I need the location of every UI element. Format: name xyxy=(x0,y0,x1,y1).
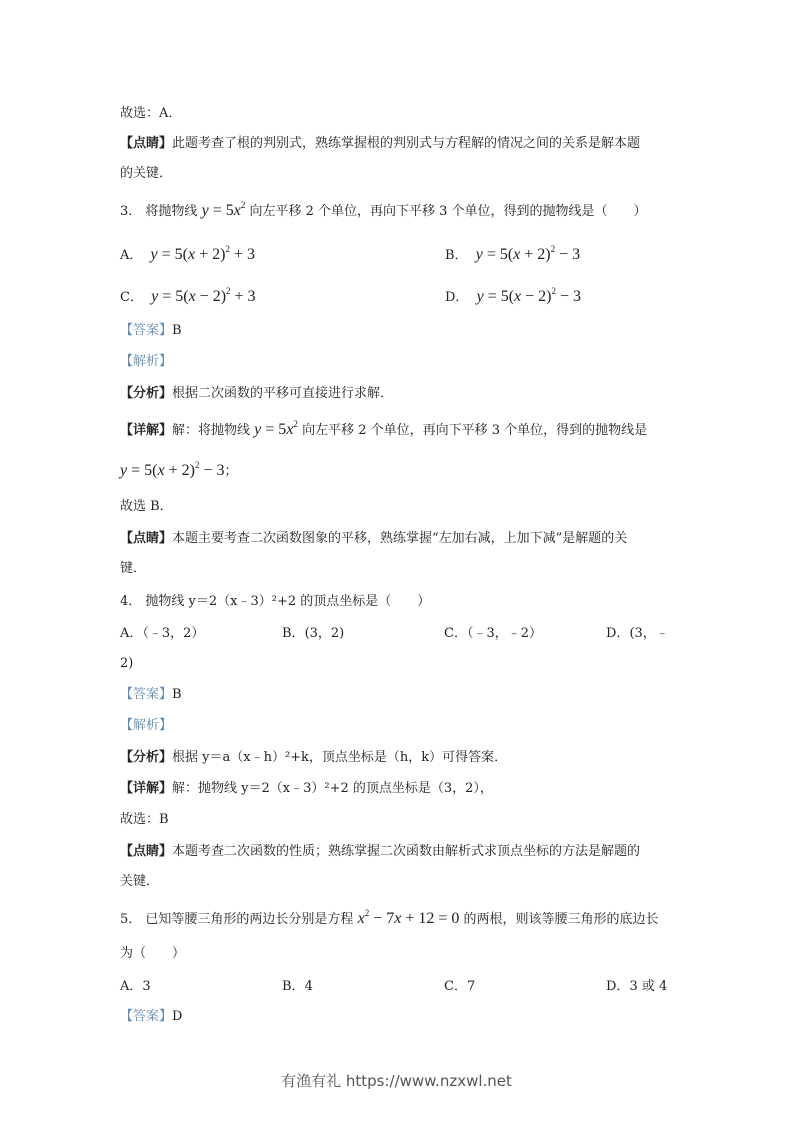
q5-option-d xyxy=(606,978,667,996)
option-text: 4 xyxy=(304,979,313,994)
q5-option-a xyxy=(120,978,151,996)
option-label: B． xyxy=(282,626,305,641)
q4-analysis-label: 【解析】 xyxy=(120,718,173,733)
result-math: $y = 5(x + 2)^2 - 3$ xyxy=(120,460,225,479)
q3-option-d xyxy=(445,288,581,307)
stem-text: 抛物线 y＝2（x﹣3）²+2 的顶点坐标是（ ） xyxy=(145,594,431,609)
q3-answer xyxy=(120,322,182,340)
option-text: (3，﹣ xyxy=(629,626,669,641)
stem-text: 已知等腰三角形的两边长分别是方程 xyxy=(145,912,354,927)
stem-math: $x^2 - 7x + 12 = 0$ xyxy=(357,908,460,927)
comment-label: 【点睛】 xyxy=(120,844,173,859)
q4-comment xyxy=(120,843,640,861)
q4-answer xyxy=(120,686,182,704)
q4-option-d xyxy=(606,625,669,643)
comment-text: 此题考查了根的判别式，熟练掌握根的判别式与方程解的情况之间的关系是解本题 xyxy=(172,136,641,151)
option-text: 3 或 4 xyxy=(629,979,668,994)
q4-stem xyxy=(120,593,430,611)
detail-label: 【详解】 xyxy=(120,781,173,796)
q3-conclusion: 故选 B． xyxy=(120,499,173,514)
option-math: $y = 5(x - 2)^2 - 3$ xyxy=(476,286,582,305)
stem-text: 向左平移 2 个单位，再向下平移 3 个单位，得到的抛物线是（ ） xyxy=(249,204,647,219)
option-text: （﹣3，﹣2） xyxy=(466,626,542,641)
option-label: C． xyxy=(120,290,143,305)
option-math: $y = 5(x + 2)^2 - 3$ xyxy=(475,244,581,263)
punctuation: ； xyxy=(224,464,238,479)
q5-option-c xyxy=(444,978,475,996)
footer-watermark: 有渔有礼 https://www.nzxwl.net xyxy=(281,1072,512,1090)
option-label: A． xyxy=(120,979,143,994)
q3-option-b xyxy=(445,246,580,265)
answer-value: B xyxy=(172,687,182,702)
option-label: D． xyxy=(606,626,630,641)
option-math: $y = 5(x + 2)^2 + 3$ xyxy=(150,244,255,263)
stem-text: 将抛物线 xyxy=(145,204,198,219)
option-text: （﹣3，2） xyxy=(142,626,205,641)
detail-math: $y = 5x^2$ xyxy=(254,419,298,438)
stem-math: $y = 5x^2$ xyxy=(201,200,246,219)
comment-text: 本题考查二次函数的性质；熟练掌握二次函数由解析式求顶点坐标的方法是解题的 xyxy=(172,844,641,859)
q4-fenxi xyxy=(120,749,507,767)
detail-text: 解：将抛物线 xyxy=(172,423,251,438)
option-text: 3 xyxy=(142,979,151,994)
comment-label: 【点睛】 xyxy=(120,531,173,546)
question-number: 5． xyxy=(120,912,142,927)
answer-label: 【答案】 xyxy=(120,323,173,338)
comment-text: 本题主要考查二次函数图象的平移，熟练掌握“左加右减，上加下减”是解题的关 xyxy=(172,531,628,546)
q4-conclusion: 故选：B xyxy=(120,812,169,827)
comment-label: 【点睛】 xyxy=(120,136,173,151)
q3-comment xyxy=(120,530,627,548)
prev-comment-wrap: 的关键． xyxy=(120,166,173,181)
q4-comment-wrap: 关键． xyxy=(120,874,160,889)
answer-label: 【答案】 xyxy=(120,1009,173,1024)
q4-option-d-wrap: 2) xyxy=(120,656,134,671)
fenxi-label: 【分析】 xyxy=(120,386,173,401)
q4-option-b xyxy=(282,625,344,643)
detail-text: 解：抛物线 y＝2（x﹣3）²+2 的顶点坐标是（3，2）， xyxy=(172,781,493,796)
option-label: B． xyxy=(445,248,468,263)
q3-detail-result xyxy=(120,462,237,481)
q3-detail xyxy=(120,421,647,440)
fenxi-label: 【分析】 xyxy=(120,750,173,765)
q3-comment-wrap: 键． xyxy=(120,561,147,576)
q4-option-a xyxy=(120,625,204,643)
q3-fenxi xyxy=(120,385,393,403)
option-math: $y = 5(x - 2)^2 + 3$ xyxy=(151,286,256,305)
option-label: D． xyxy=(606,979,630,994)
q5-answer xyxy=(120,1008,182,1026)
option-text: 7 xyxy=(466,979,476,994)
q5-option-b xyxy=(282,978,313,996)
q5-stem xyxy=(120,910,659,929)
answer-label: 【答案】 xyxy=(120,687,173,702)
q3-option-a xyxy=(120,246,255,265)
q4-detail xyxy=(120,780,493,798)
answer-value: B xyxy=(172,323,182,338)
option-label: D． xyxy=(445,290,469,305)
question-number: 4． xyxy=(120,594,142,609)
question-number: 3． xyxy=(120,204,142,219)
option-label: A． xyxy=(120,248,143,263)
answer-value: D xyxy=(172,1009,183,1024)
stem-text: 的两根，则该等腰三角形的底边长 xyxy=(463,912,659,927)
prev-conclusion: 故选：A． xyxy=(120,106,182,121)
fenxi-text: 根据二次函数的平移可直接进行求解． xyxy=(172,386,394,401)
q3-stem xyxy=(120,202,647,221)
detail-label: 【详解】 xyxy=(120,423,173,438)
q3-option-c xyxy=(120,288,256,307)
q5-stem-wrap: 为（ ） xyxy=(120,946,186,961)
prev-comment xyxy=(120,135,640,153)
option-label: B． xyxy=(282,979,305,994)
option-label: C． xyxy=(444,626,467,641)
option-label: A． xyxy=(120,626,143,641)
q4-option-c xyxy=(444,625,542,643)
detail-text: 向左平移 2 个单位，再向下平移 3 个单位，得到的抛物线是 xyxy=(302,423,648,438)
q3-analysis-label: 【解析】 xyxy=(120,354,173,369)
option-label: C． xyxy=(444,979,467,994)
fenxi-text: 根据 y＝a（x﹣h）²+k，顶点坐标是（h，k）可得答案． xyxy=(172,750,508,765)
option-text: (3，2) xyxy=(304,626,345,641)
